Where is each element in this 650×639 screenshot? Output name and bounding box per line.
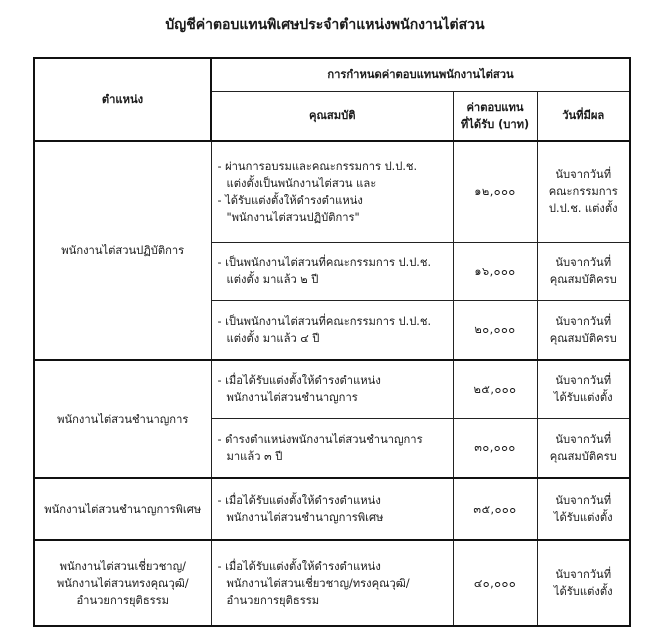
effective-line: นับจากวันที่	[555, 256, 612, 269]
effective-line: นับจากวันที่	[555, 314, 612, 328]
effective-cell	[537, 141, 630, 242]
amount-cell: ๒๕,๐๐๐	[453, 360, 537, 418]
amount-cell: ๔๐,๐๐๐	[453, 540, 537, 626]
amount-cell: ๓๐,๐๐๐	[453, 418, 537, 478]
header-amount-line2: ที่ได้รับ (บาท)	[460, 117, 530, 131]
qualification-line: พนักงานไต่สวนชำนาญการพิเศษ	[226, 511, 384, 524]
qualification-line: พนักงานไต่สวนเชี่ยวชาญ/ทรงคุณวุฒิ/	[226, 576, 410, 590]
table-body	[34, 141, 630, 626]
position-label: พนักงานไต่สวนชำนาญการ	[57, 412, 189, 426]
effective-line: นับจากวันที่	[555, 568, 612, 581]
qualification-line: - เมื่อได้รับแต่งตั้งให้ดำรงตำแหน่ง	[217, 494, 381, 507]
effective-line: ป.ป.ช. แต่งตั้ง	[548, 202, 618, 216]
table-row	[34, 360, 630, 418]
effective-line: คุณสมบัติครบ	[549, 449, 617, 463]
position-cell	[34, 141, 211, 360]
qualification-cell	[211, 242, 453, 300]
qualification-line: แต่งตั้ง มาแล้ว ๒ ปี	[226, 273, 319, 286]
table-row	[34, 540, 630, 626]
qualification-line: - ได้รับแต่งตั้งให้ดำรงตำแหน่ง	[217, 193, 363, 207]
effective-cell	[537, 540, 630, 626]
qualification-line: แต่งตั้ง มาแล้ว ๔ ปี	[226, 331, 320, 345]
qualification-cell	[211, 360, 453, 418]
position-cell	[34, 360, 211, 478]
qualification-line: - เป็นพนักงานไต่สวนที่คณะกรรมการ ป.ป.ช.	[217, 314, 432, 328]
effective-line: ได้รับแต่งตั้ง	[553, 391, 613, 405]
qualification-line: พนักงานไต่สวนชำนาญการ	[226, 391, 358, 405]
qualification-line: - ดำรงตำแหน่งพนักงานไต่สวนชำนาญการ	[217, 432, 423, 446]
position-label: อำนวยการยุติธรรม	[76, 593, 170, 607]
header-compensation-group: การกำหนดค่าตอบแทนพนักงานไต่สวน	[211, 58, 630, 91]
effective-cell	[537, 300, 630, 360]
header-amount	[453, 91, 537, 141]
document-title: บัญชีค่าตอบแทนพิเศษประจำตำแหน่งพนักงานไต่สวน	[165, 17, 485, 33]
position-label: พนักงานไต่สวนทรงคุณวุฒิ/	[56, 576, 189, 590]
qualification-line: - เป็นพนักงานไต่สวนที่คณะกรรมการ ป.ป.ช.	[217, 256, 432, 269]
header-amount-line1: ค่าตอบแทน	[466, 100, 524, 114]
table-row	[34, 141, 630, 242]
effective-line: นับจากวันที่	[555, 168, 612, 182]
effective-line: นับจากวันที่	[555, 374, 612, 388]
effective-line: นับจากวันที่	[555, 494, 612, 507]
position-label: พนักงานไต่สวนเชี่ยวชาญ/	[59, 559, 186, 573]
position-label: พนักงานไต่สวนปฏิบัติการ	[61, 244, 185, 257]
table-row	[34, 478, 630, 540]
qualification-line: มาแล้ว ๓ ปี	[226, 449, 283, 463]
amount-cell: ๒๐,๐๐๐	[453, 300, 537, 360]
effective-cell	[537, 360, 630, 418]
effective-line: คณะกรรมการ	[548, 185, 618, 199]
header-position: ตำแหน่ง	[34, 58, 211, 141]
header-effective-date: วันที่มีผล	[537, 91, 630, 141]
qualification-cell	[211, 141, 453, 242]
header-qualification: คุณสมบัติ	[211, 91, 453, 141]
qualification-line: - เมื่อได้รับแต่งตั้งให้ดำรงตำแหน่ง	[217, 374, 381, 388]
effective-line: คุณสมบัติครบ	[549, 273, 617, 286]
effective-cell	[537, 478, 630, 540]
qualification-cell	[211, 540, 453, 626]
qualification-cell	[211, 418, 453, 478]
amount-cell: ๑๒,๐๐๐	[453, 141, 537, 242]
qualification-line: แต่งตั้งเป็นพนักงานไต่สวน และ	[226, 176, 377, 190]
effective-line: ได้รับแต่งตั้ง	[553, 511, 613, 524]
qualification-cell	[211, 300, 453, 360]
amount-cell: ๑๖,๐๐๐	[453, 242, 537, 300]
position-label: พนักงานไต่สวนชำนาญการพิเศษ	[44, 502, 202, 516]
position-cell	[34, 478, 211, 540]
qualification-line: - ผ่านการอบรมและคณะกรรมการ ป.ป.ช.	[217, 159, 418, 173]
compensation-table	[33, 57, 631, 627]
qualification-line: อำนวยการยุติธรรม	[226, 593, 320, 607]
effective-line: คุณสมบัติครบ	[549, 331, 617, 345]
effective-line: นับจากวันที่	[555, 432, 612, 446]
effective-cell	[537, 242, 630, 300]
position-cell	[34, 540, 211, 626]
qualification-line: - เมื่อได้รับแต่งตั้งให้ดำรงตำแหน่ง	[217, 559, 381, 573]
effective-cell	[537, 418, 630, 478]
amount-cell: ๓๕,๐๐๐	[453, 478, 537, 540]
effective-line: ได้รับแต่งตั้ง	[553, 585, 613, 598]
qualification-cell	[211, 478, 453, 540]
qualification-line: "พนักงานไต่สวนปฏิบัติการ"	[226, 210, 360, 224]
